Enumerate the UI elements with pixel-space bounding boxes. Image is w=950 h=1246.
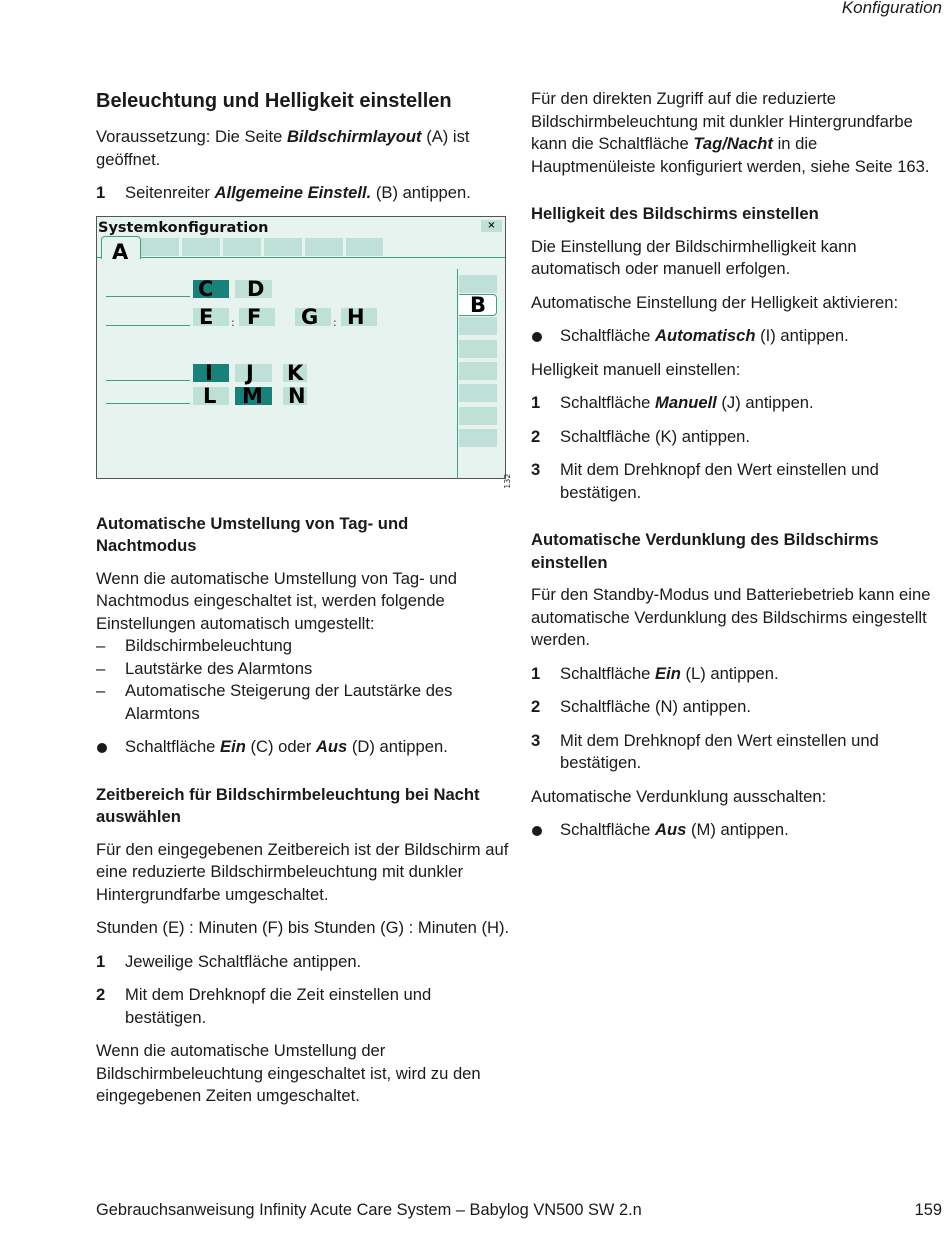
spacer (96, 770, 510, 784)
figure-tab (141, 238, 179, 256)
side-tab (459, 275, 497, 293)
side-tab (459, 362, 497, 380)
section-heading-daynight: Automatische Umstellung von Tag- und Nachtmodus (96, 513, 409, 555)
side-tab (459, 429, 497, 447)
tagnacht-intro (531, 88, 945, 178)
prereq-text: Voraussetzung: Die Seite (96, 127, 287, 146)
figure-tab (264, 238, 302, 256)
step-number: 2 (96, 985, 106, 1004)
label-e: E (199, 304, 214, 329)
side-tab (459, 384, 497, 402)
bullet-text: Schaltfläche (560, 326, 656, 345)
left-column (96, 88, 510, 1119)
list-item-text: Automatische Steigerung der Lautstärke des Alarmtons (125, 681, 453, 723)
bullet-text-end: (M) antippen. (686, 820, 789, 839)
tab-name: Allgemeine Einstell. (214, 183, 372, 202)
daynight-intro: Wenn die automatische Umstellung von Tag- und Nachtmodus eingeschaltet ist, werden folgende Einstellungen automatisch umgestellt: (96, 568, 457, 633)
bullet-icon (532, 332, 542, 342)
list-item (96, 635, 510, 658)
label-k: K (287, 360, 304, 385)
button-name-ein: Ein (655, 663, 681, 683)
step-item (96, 951, 510, 974)
step-item (96, 182, 510, 205)
field-underline (106, 296, 190, 297)
label-h: H (347, 304, 365, 329)
step-text-end: (J) antippen. (716, 393, 814, 412)
timerange-p3: Wenn die automatische Umstellung der Bildschirmbeleuchtung eingeschaltet ist, wird zu den eingegebenen Zeiten umgeschaltet. (96, 1041, 481, 1105)
dimming-p2: Automatische Verdunklung ausschalten: (531, 786, 827, 806)
side-tab (459, 340, 497, 358)
side-divider (457, 269, 458, 479)
step-text: Schaltfläche (K) antippen. (560, 426, 751, 446)
prerequisite (96, 126, 510, 171)
figure-window-title: Systemkonfiguration (98, 219, 269, 236)
step-text: Schaltfläche (560, 393, 656, 412)
button-name-aus: Aus (315, 737, 348, 756)
bullet-text-mid: (C) oder (245, 737, 316, 756)
field-underline (106, 380, 190, 381)
system-config-figure (96, 216, 512, 489)
step-text: Schaltfläche (560, 663, 656, 683)
bullet-text-end: (I) antippen. (755, 326, 849, 345)
step-number: 1 (96, 183, 106, 202)
right-column (531, 88, 945, 853)
step-number: 2 (531, 697, 541, 716)
list-item-text: Bildschirmbeleuchtung (125, 636, 292, 655)
button-name-ein: Ein (220, 737, 246, 756)
label-d: D (247, 276, 265, 301)
step-text: Schaltfläche (N) antippen. (560, 697, 751, 716)
label-n: N (288, 383, 306, 408)
step-item (531, 426, 945, 449)
brightness-p1: Die Einstellung der Bildschirmhelligkeit kann automatisch oder manuell erfolgen. (531, 236, 857, 278)
bullet-icon (532, 826, 542, 836)
bullet-text: Schaltfläche (125, 737, 221, 756)
button-name-aus: Aus (655, 820, 687, 839)
timerange-p2: Stunden (E) : Minuten (F) bis Stunden (G) : Minuten (H). (96, 918, 510, 937)
step-number: 3 (531, 460, 541, 479)
step-text-end: (B) antippen. (371, 183, 471, 202)
list-item (96, 680, 510, 725)
label-b: B (470, 292, 487, 317)
page-title: Beleuchtung und Helligkeit einstellen (96, 90, 452, 112)
section-heading-timerange: Zeitbereich für Bildschirmbeleuchtung bei Nacht auswählen (96, 784, 480, 826)
step-text: Mit dem Drehknopf den Wert einstellen und bestätigen. (560, 460, 879, 502)
spacer (531, 515, 945, 529)
list-item (96, 658, 510, 681)
brightness-p2: Automatische Einstellung der Helligkeit aktivieren: (531, 292, 899, 312)
step-number: 1 (96, 951, 106, 971)
step-text-end: (L) antippen. (680, 663, 779, 683)
dash-marker: – (96, 681, 106, 700)
step-text: Seitenreiter (125, 183, 215, 202)
side-tab (459, 407, 497, 425)
step-number: 2 (531, 426, 541, 446)
time-colon: : (231, 315, 235, 329)
timerange-p1: Für den eingegebenen Zeitbereich ist der Bildschirm auf eine reduzierte Bildschirmbeleuchtung mit dunkler Hintergrundfarbe umgeschaltet. (96, 839, 509, 904)
label-j: J (246, 360, 254, 385)
figure-tab (182, 238, 220, 256)
field-underline (106, 403, 190, 404)
button-name-automatisch: Automatisch (655, 326, 756, 345)
footer-text: Gebrauchsanweisung Infinity Acute Care System – Babylog VN500 SW 2.n (96, 1201, 642, 1219)
label-a: A (112, 239, 129, 264)
step-number: 3 (531, 730, 541, 750)
label-g: G (301, 304, 319, 329)
button-name-tagnacht: Tag/Nacht (693, 134, 773, 153)
step-text: Mit dem Drehknopf die Zeit einstellen und bestätigen. (125, 985, 432, 1027)
section-heading-dimming: Automatische Verdunklung des Bildschirms einstellen (531, 530, 879, 572)
step-item (96, 984, 510, 1029)
section-heading-brightness: Helligkeit des Bildschirms einstellen (531, 204, 819, 223)
figure-tab (223, 238, 261, 256)
label-m: M (242, 383, 263, 408)
spacer (531, 189, 945, 203)
side-tab (459, 317, 497, 335)
step-number: 1 (531, 663, 541, 683)
prereq-page-name: Bildschirmlayout (286, 127, 422, 146)
step-text: Mit dem Drehknopf den Wert einstellen und bestätigen. (560, 730, 879, 772)
brightness-p3: Helligkeit manuell einstellen: (531, 359, 741, 379)
step-text: Jeweilige Schaltfläche antippen. (125, 951, 362, 971)
prereq-text-end: (A) ist geöffnet. (96, 127, 470, 169)
field-underline (106, 325, 190, 326)
step-item (531, 392, 945, 415)
bullet-text-end: (D) antippen. (347, 737, 448, 756)
figure-tab (305, 238, 343, 256)
dimming-p1: Für den Standby-Modus und Batteriebetrieb kann eine automatische Verdunklung des Bildschirms eingestellt werden. (531, 585, 931, 649)
bullet-text: Schaltfläche (560, 820, 656, 839)
intro-text-end: in die Hauptmenüleiste konfiguriert werden, siehe Seite 163. (531, 134, 930, 176)
figure-number: 132 (502, 473, 512, 489)
label-f: F (247, 304, 262, 329)
page-number: 159 (914, 1201, 942, 1219)
bullet-item (531, 819, 945, 842)
daynight-list (96, 635, 510, 725)
step-number: 1 (531, 393, 541, 412)
running-header: Konfiguration (841, 0, 942, 17)
bullet-item (531, 325, 945, 348)
label-c: C (198, 276, 214, 301)
bullet-icon (97, 743, 107, 753)
step-item (531, 663, 945, 686)
tab-divider (97, 257, 505, 258)
label-i: I (205, 360, 213, 385)
step-item (531, 730, 945, 775)
bullet-item (96, 736, 510, 759)
step-item (531, 459, 945, 504)
list-item-text: Lautstärke des Alarmtons (125, 658, 313, 678)
close-icon: × (481, 220, 502, 232)
intro-text: Für den direkten Zugriff auf die reduzierte Bildschirmbeleuchtung mit dunkler Hintergrundfarbe kann die Schaltfläche (531, 89, 913, 153)
time-colon: : (333, 315, 337, 329)
button-name-manuell: Manuell (655, 393, 717, 412)
step-item (531, 696, 945, 719)
dash-marker: – (96, 658, 106, 678)
figure-tab (346, 238, 383, 256)
label-l: L (203, 383, 217, 408)
dash-marker: – (96, 636, 106, 655)
